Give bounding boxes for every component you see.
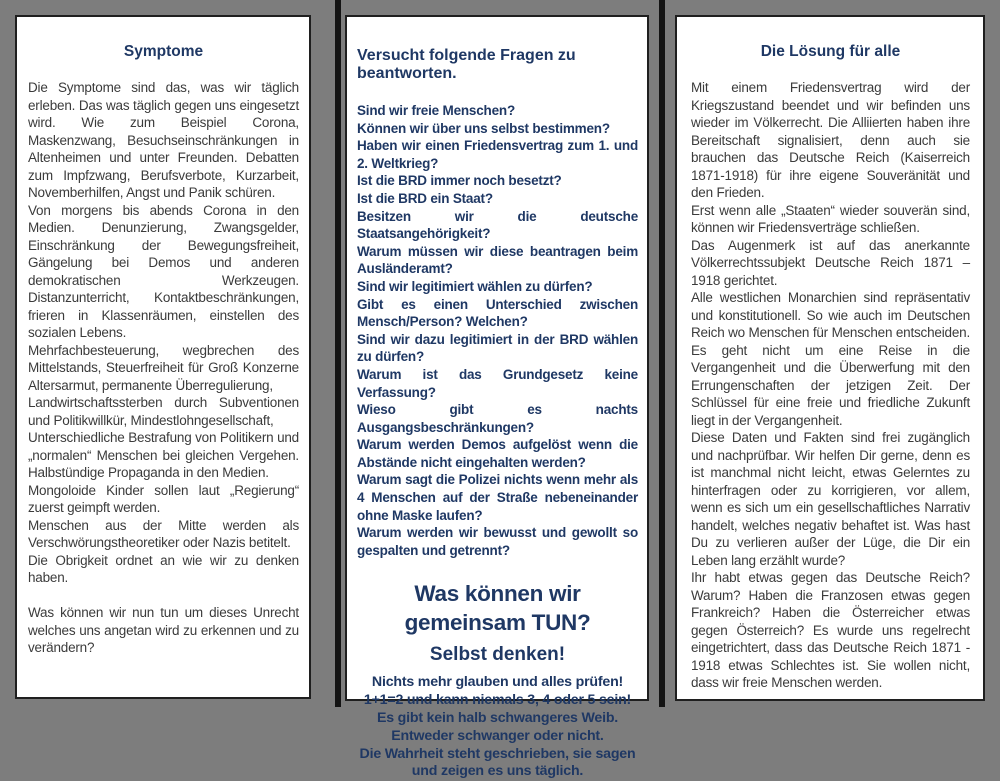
symptome-paragraphs (28, 79, 299, 657)
symptome-paragraph: Mongoloide Kinder sollen laut „Regierung“ zuerst geimpft werden. (28, 482, 299, 515)
symptome-paragraph: Was können wir nun tun um dieses Unrecht welches uns angetan wird zu erkennen und zu verändern? (28, 605, 299, 655)
loesung-paragraph: Ihr habt etwas gegen das Deutsche Reich? Warum? Haben die Franzosen etwas gegen Frankreich? Haben die Österreicher etwas gegen Österreich? Es wurde uns regelrecht eingetrichtert, dass das Deutsche Reich 1871 - 1918 etwas Schlechtes ist. Sie wollen nicht, dass wir freie Menschen werden. (691, 570, 970, 690)
loesung-paragraph: Alle westlichen Monarchien sind repräsentativ und konstitutionell. So wie auch im Deutschen Reich wo Menschen für Menschen entscheiden. Es geht nicht um eine Reise in die Vergangenheit und die Überwerfung mit den Errungenschaften der jetzigen Zeit. Der Schlüssel für eine freie und friedliche Zukunft liegt in der Vergangenheit. (691, 290, 970, 428)
symptome-paragraph (28, 587, 299, 605)
selbst-denken-subheading: Selbst denken! (429, 644, 566, 666)
frage: Sind wir dazu legitimiert in der BRD wählen zu dürfen? (357, 331, 638, 365)
symptome-paragraph: Landwirtschaftssterben durch Subventionen und Politikwillkür, Mindestlohngesellschaft, (28, 395, 299, 428)
frage: Gibt es einen Unterschied zwischen Mensch/Person? Welchen? (357, 296, 638, 330)
symptome-paragraph: Unterschiedliche Bestrafung von Politikern und „normalen“ Menschen bei gleichen Vergehen. Halbstündige Propaganda in den Medien. (28, 430, 299, 480)
frage: Warum werden Demos aufgelöst wenn die Abstände nicht eingehalten werden? (357, 437, 638, 470)
fold-line-left (335, 0, 341, 707)
fragen-list (357, 102, 638, 559)
frage: Sind wir freie Menschen? (357, 103, 515, 118)
slogan: Nichts mehr glauben und alles prüfen! (371, 674, 624, 691)
frage: Warum müssen wir diese beantragen beim Ausländeramt? (357, 243, 638, 277)
loesung-title: Die Lösung für alle (760, 43, 901, 60)
frage: Besitzen wir die deutsche Staatsangehörigkeit? (357, 208, 638, 242)
slogan-list (357, 674, 638, 781)
panel-loesung (675, 15, 985, 701)
slogan: 1+1=2 und kann niemals 3, 4 oder 5 sein! (363, 692, 632, 709)
slogan: Es gibt kein halb schwangeres Weib. Entweder schwanger oder nicht. (376, 710, 619, 744)
loesung-paragraph: Diese Daten und Fakten sind frei zugänglich und nachprüfbar. Wir helfen Dir gerne, denn es ist manchmal nicht leicht, etwas Gelerntes zu hinterfragen oder zu korrigieren, vor allem, wenn es sich um ein gesellschaftliches Narrativ handelt, welches negativ behaftet ist. Was hast Du zu verlieren außer der Lüge, die Dir ein Leben lang erzählt wurde? (691, 430, 970, 568)
loesung-paragraph: Das Augenmerk ist auf das anerkannte Völkerrechtssubjekt Deutsche Reich 1871 – 1918 gerichtet. (691, 237, 970, 288)
frage: Warum ist das Grundgesetz keine Verfassung? (357, 366, 638, 400)
tun-heading: Was können wir gemeinsam TUN? (404, 581, 591, 636)
panel-symptome (15, 15, 311, 699)
loesung-paragraph: Mit einem Friedensvertrag wird der Kriegszustand beendet und wir befinden uns wieder im Völkerrecht. Die Alliierten haben ihre Bereitschaft signalisiert, denn auch sie brauchen das Deutsche Reich (Kaiserreich 1871-1918) für ihre eigene Souveränität und den Frieden. (691, 80, 970, 200)
fragen-title: Versucht folgende Fragen zu beantworten. (357, 47, 576, 82)
frage: Haben wir einen Friedensvertrag zum 1. und 2. Weltkrieg? (357, 138, 638, 171)
frage: Können wir über uns selbst bestimmen? (357, 120, 610, 136)
symptome-paragraph: Von morgens bis abends Corona in den Medien. Denunzierung, Zwangsgelder, Einschränkung der Bewegungsfreiheit, Gängelung bei Demos und anderen demokratischen Werkzeugen. Distanzunterricht, Kontaktbeschränkungen, frieren in Klassenräumen, einstellen des sozialen Lebens. (28, 202, 299, 340)
frage: Ist die BRD ein Staat? (357, 190, 493, 206)
frage: Sind wir legitimiert wählen zu dürfen? (357, 278, 593, 294)
loesung-paragraph: Erst wenn alle „Staaten“ wieder souverän sind, können wir Friedensverträge schließen. (691, 202, 970, 235)
loesung-paragraphs (691, 79, 970, 692)
slogan: Die Wahrheit steht geschrieben, sie sagen und zeigen es uns täglich. (359, 745, 636, 780)
frage: Warum sagt die Polizei nichts wenn mehr als 4 Menschen auf der Straße nebeneinander ohne Maske laufen? (357, 472, 638, 523)
symptome-title: Symptome (123, 43, 204, 60)
symptome-paragraph: Mehrfachbesteuerung, wegbrechen des Mittelstands, Steuerfreiheit für Groß Konzerne Altersarmut, permanente Überregulierung, (28, 342, 299, 393)
frage: Warum werden wir bewusst und gewollt so gespalten und getrennt? (357, 525, 638, 558)
fold-line-right (659, 0, 665, 707)
symptome-paragraph: Die Obrigkeit ordnet an wie wir zu denken haben. (28, 552, 299, 585)
symptome-paragraph: Menschen aus der Mitte werden als Verschwörungstheoretiker oder Nazis betitelt. (28, 517, 299, 550)
frage: Wieso gibt es nachts Ausgangsbeschränkungen? (357, 402, 638, 435)
symptome-paragraph: Die Symptome sind das, was wir täglich erleben. Das was täglich gegen uns eingesetzt wird. Wie zum Beispiel Corona, Maskenzwang, Besuchseinschränkungen in Altenheimen und unter Freunden. Debatten zum Impfzwang, Berufsverbote, Kurzarbeit, Novemberhilfen, Angst und Panik schüren. (28, 80, 299, 200)
panel-fragen (345, 15, 649, 780)
frage: Ist die BRD immer noch besetzt? (357, 173, 562, 189)
